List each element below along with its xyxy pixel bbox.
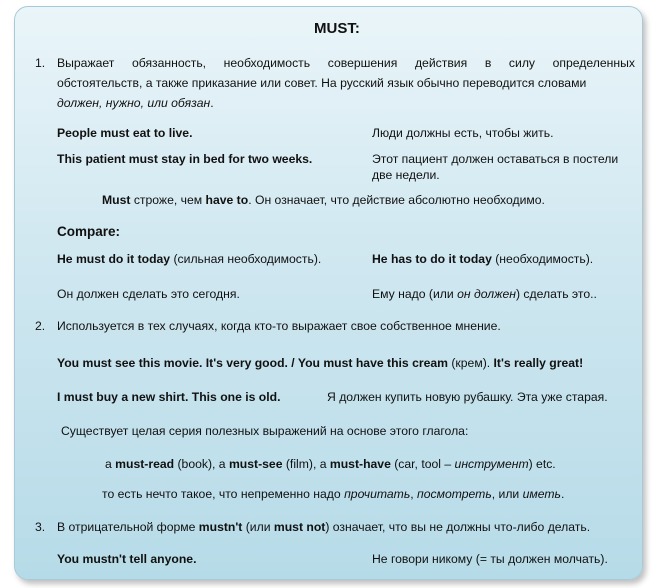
page-title: MUST: <box>314 20 360 37</box>
example-russian: две недели. <box>372 168 440 182</box>
section-number: 1. <box>35 56 46 70</box>
section-number: 2. <box>35 319 46 333</box>
compare-example: He has to do it today (необходимость). <box>372 252 594 266</box>
rule-card <box>14 6 643 580</box>
example-english: People must eat to live. <box>57 126 193 140</box>
expressions-line: a must-read (book), a must-see (film), a must-have (car, tool – инструмент) etc. <box>105 457 556 471</box>
paragraph-line: должен, нужно, или обязан. <box>57 96 214 110</box>
explanation-line: то есть нечто такое, что непременно надо прочитать, посмотреть, или иметь. <box>102 487 565 501</box>
paragraph-line: В отрицательной форме mustn't (или must not) означает, что вы не должны что-либо делать. <box>57 520 591 534</box>
section-number: 3. <box>35 520 46 534</box>
paragraph-line: обстоятельств, а также приказание или совет. На русский язык обычно переводится словами <box>57 76 587 90</box>
example-russian: Этот пациент должен оставаться в постели <box>372 152 619 166</box>
example-russian: Люди должны есть, чтобы жить. <box>372 126 554 140</box>
paragraph-line: Существует целая серия полезных выражений на основе этого глагола: <box>61 424 469 438</box>
example-english: You mustn't tell anyone. <box>57 552 197 566</box>
example-russian: Я должен купить новую рубашку. Эта уже старая. <box>327 390 608 404</box>
paragraph-line: Используется в тех случаях, когда кто-то выражает свое собственное мнение. <box>57 319 501 333</box>
paragraph-line: Выражает обязанность, необходимость совершения действия в силу определенных <box>57 56 635 70</box>
compare-example: He must do it today (сильная необходимость). <box>57 252 322 266</box>
example-english: I must buy a new shirt. This one is old. <box>57 390 281 404</box>
example-line: You must see this movie. It's very good. / You must have this cream (крем). It's really great! <box>57 356 584 370</box>
italic-text: должен, нужно, или обязан <box>57 96 211 110</box>
compare-translation: Ему надо (или он должен) сделать это.. <box>372 287 597 301</box>
note-line: Must строже, чем have to. Он означает, что действие абсолютно необходимо. <box>102 193 545 207</box>
compare-heading: Compare: <box>57 224 121 239</box>
example-russian: Не говори никому (= ты должен молчать). <box>372 552 608 566</box>
example-english: This patient must stay in bed for two weeks. <box>57 152 313 166</box>
compare-translation: Он должен сделать это сегодня. <box>57 287 240 301</box>
